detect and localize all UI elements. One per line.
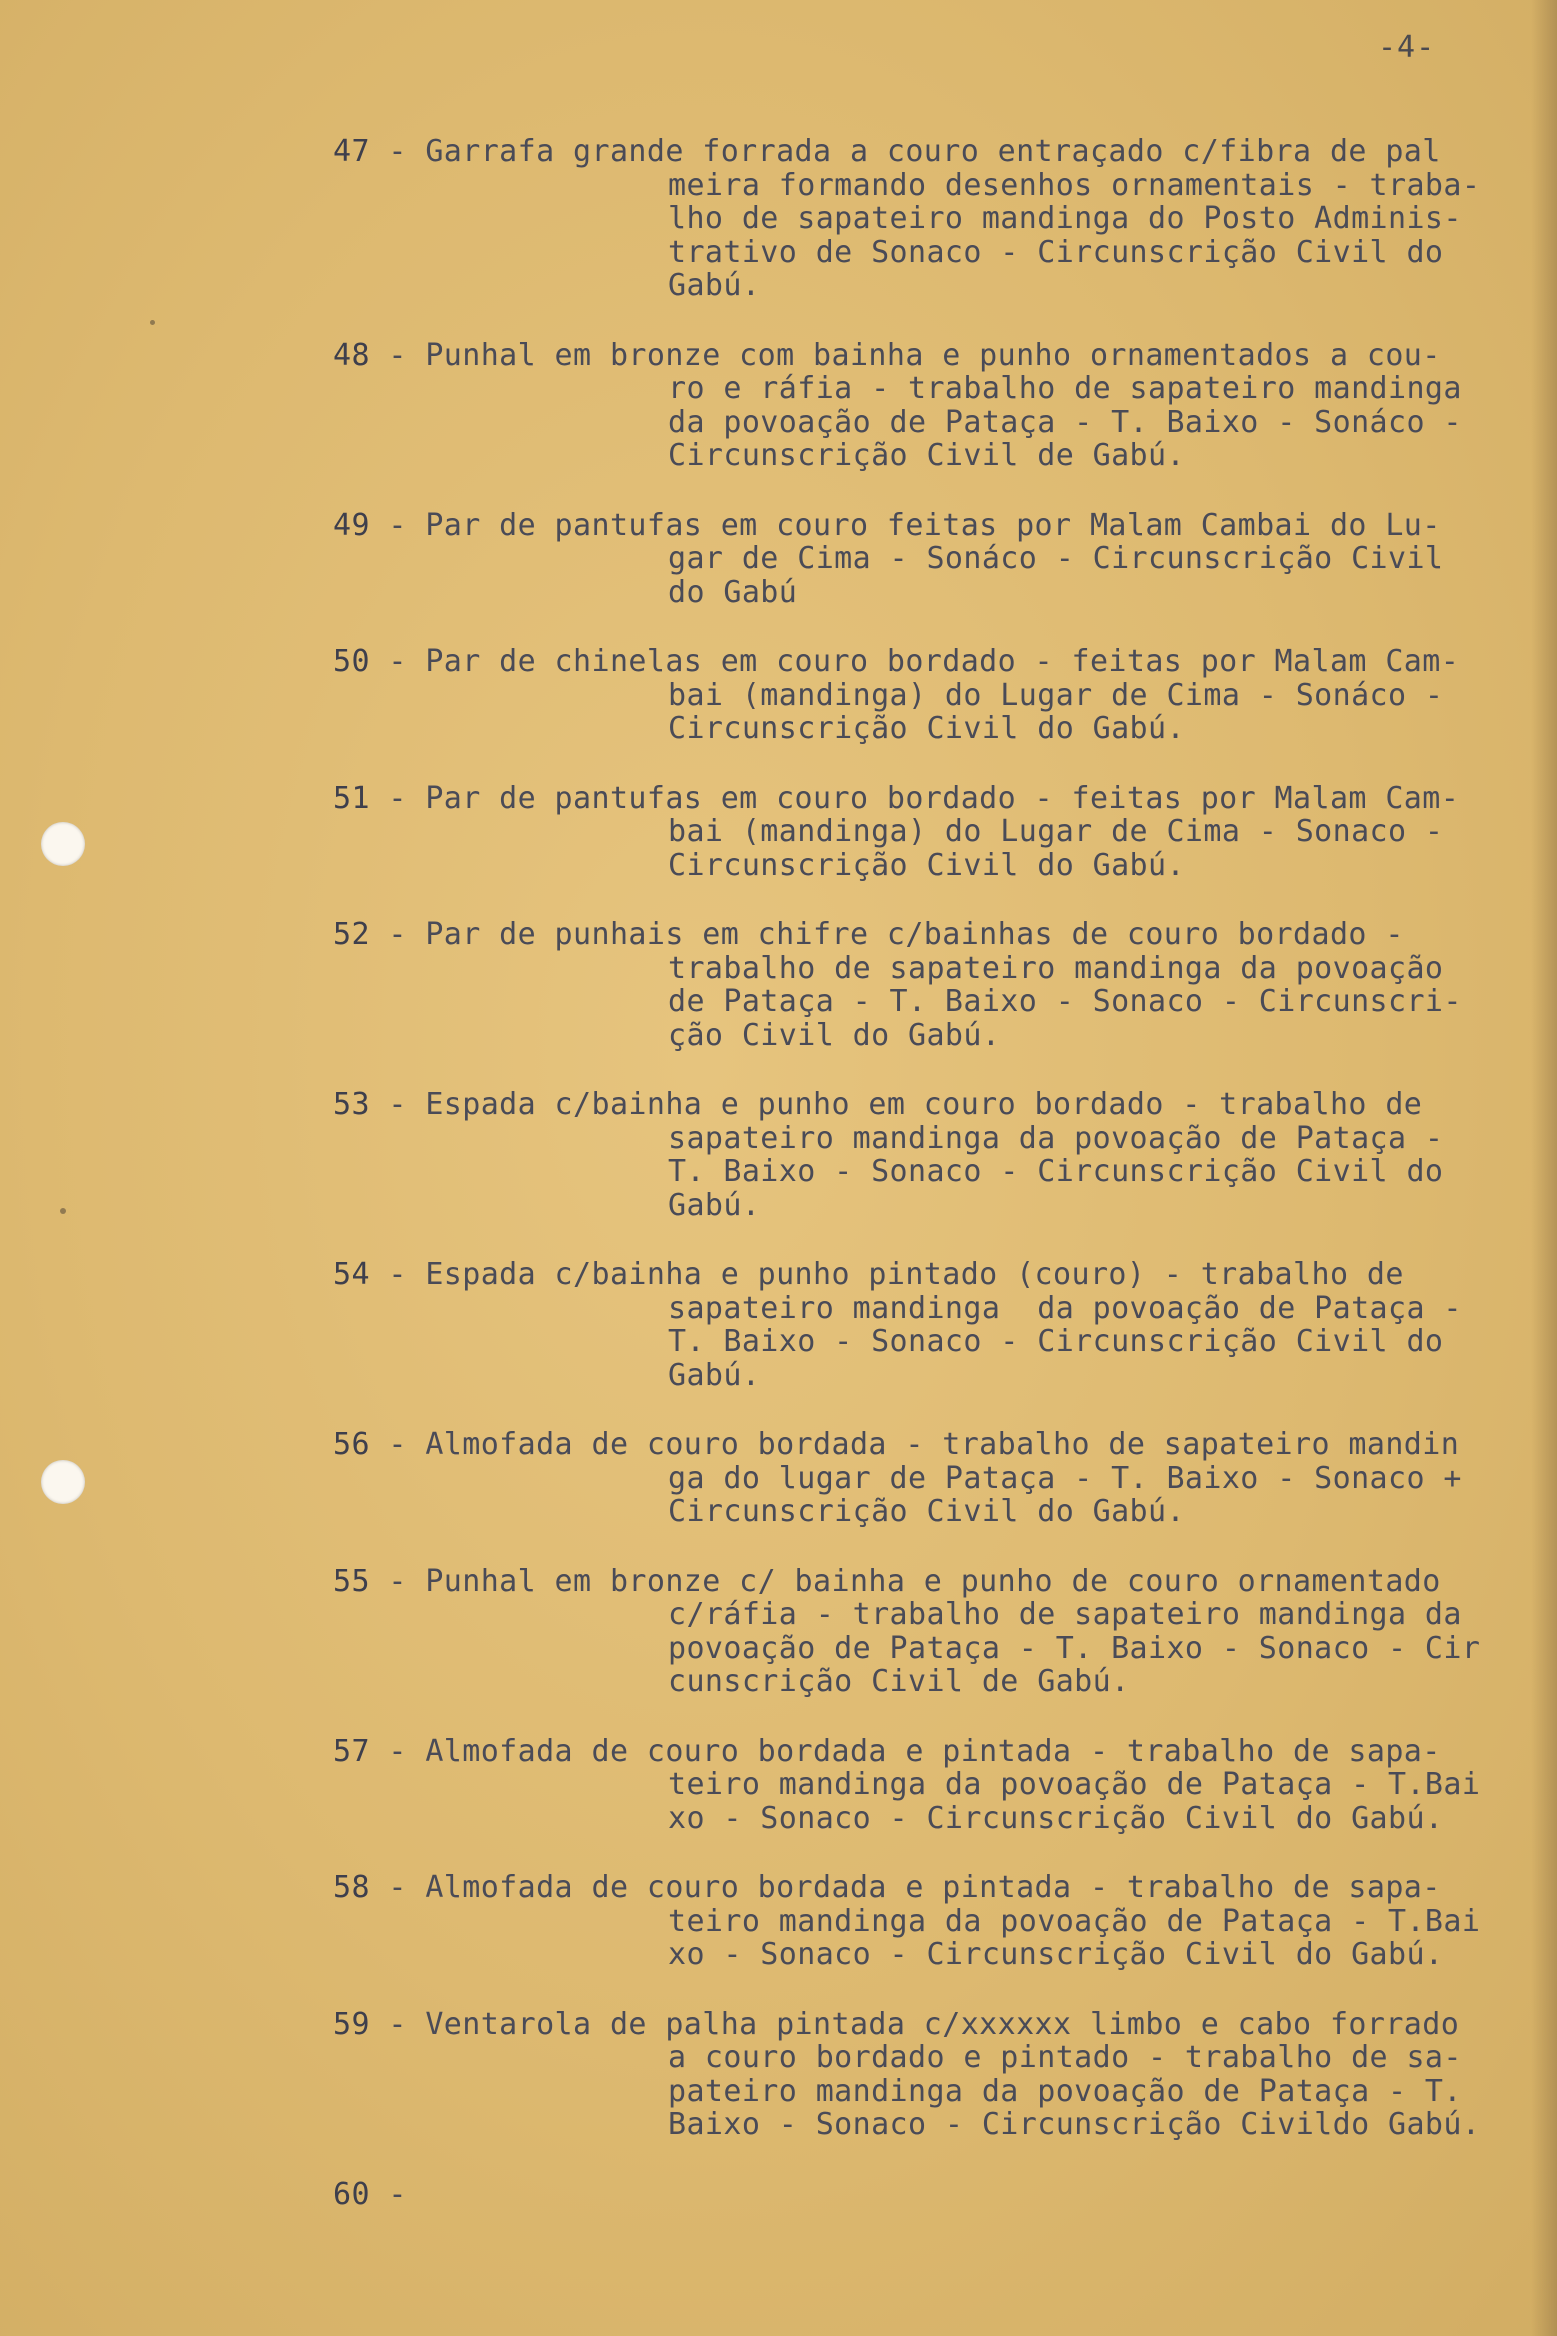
punch-hole-top — [41, 822, 85, 866]
entry-text: - Almofada de couro bordada e pintada - trabalho de sapa- — [388, 1733, 1441, 1769]
entry-first-line — [333, 509, 1548, 543]
entry-continuation-line — [333, 985, 1548, 1019]
entry-text: ro e ráfia - trabalho de sapateiro mandinga — [668, 371, 1462, 406]
entry-continuation-line — [333, 1292, 1548, 1326]
entry-text: - Espada c/bainha e punho pintado (couro) - trabalho de — [388, 1257, 1404, 1292]
catalog-entry — [333, 509, 1548, 610]
entry-text: - Almofada de couro bordada e pintada - trabalho de sapa- — [388, 1870, 1441, 1905]
entry-first-line — [333, 1088, 1548, 1122]
entry-text: Gabú. — [668, 268, 761, 303]
entry-sep — [370, 2177, 388, 2212]
entry-number: 52 — [333, 917, 370, 952]
entry-text: bai (mandinga) do Lugar de Cima - Sonaco - — [668, 814, 1444, 849]
ink-speck — [150, 320, 155, 325]
entry-continuation-line — [333, 269, 1548, 303]
entry-sep — [370, 1734, 388, 1769]
entry-sep — [370, 1564, 388, 1599]
entry-number: 53 — [333, 1087, 370, 1122]
entry-text: - Punhal em bronze c/ bainha e punho de couro ornamentado — [388, 1563, 1441, 1599]
entry-text: do Gabú — [668, 574, 798, 610]
entry-text: - Espada c/bainha e punho em couro bordado - trabalho de — [388, 1087, 1423, 1122]
entry-sep — [370, 134, 388, 169]
entry-first-line — [333, 1735, 1548, 1769]
entry-first-line — [333, 1871, 1548, 1905]
catalog-entry — [333, 1428, 1548, 1529]
entry-text: T. Baixo - Sonaco - Circunscrição Civil do — [668, 1154, 1444, 1189]
entry-first-line — [333, 339, 1548, 373]
entry-first-line — [333, 1258, 1548, 1292]
entry-continuation-line — [333, 1122, 1548, 1156]
entry-text: trativo de Sonaco - Circunscrição Civil do — [668, 234, 1444, 270]
entry-text: teiro mandinga da povoação de Pataça - T.Bai — [668, 1767, 1481, 1802]
entry-continuation-line — [333, 439, 1548, 473]
entry-continuation-line — [333, 169, 1548, 203]
catalog-entry — [333, 1258, 1548, 1392]
entry-text: da povoação de Pataça - T. Baixo - Sonáco - — [668, 404, 1462, 440]
entry-continuation-line — [333, 1495, 1548, 1529]
entry-continuation-line — [333, 712, 1548, 746]
entry-continuation-line — [333, 406, 1548, 440]
catalog-entry — [333, 1735, 1548, 1836]
entry-sep — [370, 1087, 388, 1122]
entry-text: T. Baixo - Sonaco - Circunscrição Civil do — [668, 1324, 1444, 1359]
catalog-entry — [333, 1088, 1548, 1222]
entry-continuation-line — [333, 372, 1548, 406]
ink-speck — [60, 1208, 66, 1214]
punch-hole-bottom — [41, 1460, 85, 1504]
catalog-entry — [333, 2008, 1548, 2142]
catalog-entry — [333, 135, 1548, 303]
entry-number: 48 — [333, 337, 370, 373]
entry-sep — [370, 1257, 388, 1292]
entry-number: 51 — [333, 780, 370, 816]
entry-text: pateiro mandinga da povoação de Pataça - T. — [668, 2073, 1462, 2109]
entry-text: - Almofada de couro bordada - trabalho de sapateiro mandin — [388, 1427, 1460, 1462]
entry-text: - Punhal em bronze com bainha e punho ornamentados a cou- — [388, 337, 1441, 373]
entry-continuation-line — [333, 1019, 1548, 1053]
entry-continuation-line — [333, 1462, 1548, 1496]
entry-number: 59 — [333, 2006, 370, 2042]
entry-continuation-line — [333, 1359, 1548, 1393]
entry-first-line — [333, 2178, 1548, 2212]
entry-text: Circunscrição Civil do Gabú. — [668, 711, 1185, 746]
page-number: -4- — [1378, 30, 1436, 65]
entry-text: - Par de chinelas em couro bordado - feitas por Malam Cam- — [388, 644, 1460, 679]
entry-text: a couro bordado e pintado - trabalho de sa- — [668, 2040, 1462, 2075]
catalog-entry — [333, 782, 1548, 883]
entry-number: 60 — [333, 2176, 370, 2212]
entry-text: Circunscrição Civil do Gabú. — [668, 1494, 1185, 1529]
entry-text: trabalho de sapateiro mandinga da povoação — [668, 950, 1444, 986]
entry-sep — [370, 338, 388, 373]
entry-text: de Pataça - T. Baixo - Sonaco - Circunscri- — [668, 984, 1462, 1019]
entry-number: 47 — [333, 134, 370, 169]
entry-continuation-line — [333, 1155, 1548, 1189]
catalog-entry — [333, 339, 1548, 473]
entry-text: c/ráfia - trabalho de sapateiro mandinga da — [668, 1597, 1462, 1632]
entry-sep — [370, 917, 388, 952]
catalog-entry — [333, 2178, 1548, 2212]
entry-first-line — [333, 135, 1548, 169]
entry-continuation-line — [333, 2041, 1548, 2075]
entry-continuation-line — [333, 1325, 1548, 1359]
catalog-entry — [333, 1871, 1548, 1972]
entry-first-line — [333, 1428, 1548, 1462]
entry-sep — [370, 1427, 388, 1462]
entry-continuation-line — [333, 2108, 1548, 2142]
entry-number: 49 — [333, 507, 370, 543]
entry-text: sapateiro mandinga da povoação de Pataça - — [668, 1120, 1444, 1156]
entry-text: Baixo - Sonaco - Circunscrição Civildo Gabú. — [668, 2107, 1481, 2142]
entry-number: 57 — [333, 1733, 370, 1769]
entry-continuation-line — [333, 1665, 1548, 1699]
entry-number: 50 — [333, 644, 370, 679]
entry-continuation-line — [333, 542, 1548, 576]
entry-text: Gabú. — [668, 1187, 761, 1223]
entry-continuation-line — [333, 1632, 1548, 1666]
entry-text: bai (mandinga) do Lugar de Cima - Sonáco - — [668, 677, 1444, 713]
entry-first-line — [333, 2008, 1548, 2042]
entry-continuation-line — [333, 1768, 1548, 1802]
entry-text: - Garrafa grande forrada a couro entraçado c/fibra de pal — [388, 134, 1441, 169]
entry-text: povoação de Pataça - T. Baixo - Sonaco - Cir — [668, 1630, 1481, 1666]
entry-text: xo - Sonaco - Circunscrição Civil do Gabú. — [668, 1937, 1444, 1972]
entry-text: - — [388, 2176, 407, 2212]
entry-number: 54 — [333, 1257, 370, 1292]
catalog-entry — [333, 645, 1548, 746]
entry-continuation-line — [333, 1598, 1548, 1632]
entry-continuation-line — [333, 1905, 1548, 1939]
entry-continuation-line — [333, 236, 1548, 270]
entry-number: 55 — [333, 1563, 370, 1599]
entry-text: - Ventarola de palha pintada c/xxxxxx limbo e cabo forrado — [388, 2006, 1460, 2042]
entry-text: Circunscrição Civil de Gabú. — [668, 438, 1185, 473]
entry-text: gar de Cima - Sonáco - Circunscrição Civil — [668, 541, 1444, 576]
entry-continuation-line — [333, 849, 1548, 883]
entry-first-line — [333, 918, 1548, 952]
entry-continuation-line — [333, 815, 1548, 849]
entry-continuation-line — [333, 952, 1548, 986]
entry-text: cunscrição Civil de Gabú. — [668, 1664, 1130, 1699]
entry-continuation-line — [333, 1189, 1548, 1223]
entry-first-line — [333, 645, 1548, 679]
entry-first-line — [333, 782, 1548, 816]
entry-text: sapateiro mandinga da povoação de Pataça - — [668, 1290, 1462, 1326]
entry-text: teiro mandinga da povoação de Pataça - T.Bai — [668, 1903, 1481, 1939]
entry-sep — [370, 508, 388, 543]
catalog-entry-list — [333, 135, 1548, 2247]
entry-continuation-line — [333, 202, 1548, 236]
entry-sep — [370, 1870, 388, 1905]
entry-sep — [370, 781, 388, 816]
entry-continuation-line — [333, 679, 1548, 713]
entry-text: ção Civil do Gabú. — [668, 1017, 1001, 1053]
entry-text: ga do lugar de Pataça - T. Baixo - Sonaco + — [668, 1460, 1462, 1496]
entry-continuation-line — [333, 1802, 1548, 1836]
entry-text: Circunscrição Civil do Gabú. — [668, 847, 1185, 883]
catalog-entry — [333, 918, 1548, 1052]
entry-text: meira formando desenhos ornamentais - traba- — [668, 167, 1481, 203]
entry-text: xo - Sonaco - Circunscrição Civil do Gabú. — [668, 1800, 1444, 1836]
entry-first-line — [333, 1565, 1548, 1599]
entry-continuation-line — [333, 2075, 1548, 2109]
entry-sep — [370, 2007, 388, 2042]
entry-text: lho de sapateiro mandinga do Posto Adminis- — [668, 201, 1462, 236]
entry-continuation-line — [333, 576, 1548, 610]
entry-number: 58 — [333, 1870, 370, 1905]
entry-sep — [370, 644, 388, 679]
catalog-entry — [333, 1565, 1548, 1699]
entry-text: Gabú. — [668, 1357, 761, 1393]
entry-number: 56 — [333, 1427, 370, 1462]
entry-text: - Par de punhais em chifre c/bainhas de couro bordado - — [388, 917, 1404, 952]
entry-continuation-line — [333, 1938, 1548, 1972]
entry-text: - Par de pantufas em couro feitas por Malam Cambai do Lu- — [388, 507, 1441, 543]
entry-text: - Par de pantufas em couro bordado - feitas por Malam Cam- — [388, 780, 1460, 816]
